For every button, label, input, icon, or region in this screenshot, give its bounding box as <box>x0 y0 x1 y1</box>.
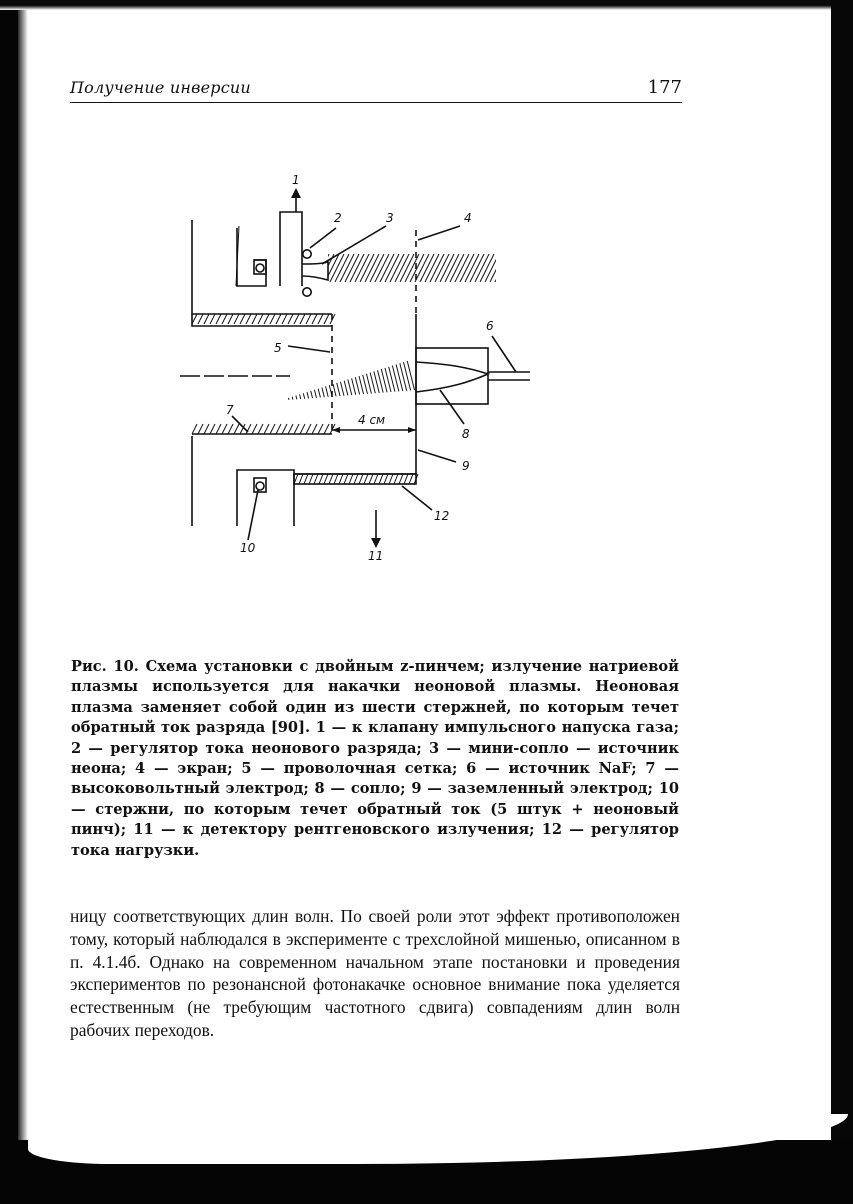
leader-6 <box>492 336 516 372</box>
dimension-label: 4 см <box>358 413 386 427</box>
hatch-upper-electrode <box>192 314 335 324</box>
regulator-2-upper <box>303 250 311 258</box>
label-7: 7 <box>226 403 234 417</box>
mini-nozzle <box>302 262 328 280</box>
dimension-arrow-right <box>408 427 416 433</box>
leader-9 <box>418 450 456 462</box>
leader-7 <box>232 416 248 432</box>
caption-head: Рис. 10. <box>71 658 139 675</box>
label-12: 12 <box>434 509 450 523</box>
rod-10 <box>256 482 264 490</box>
regulator-2-lower <box>303 288 311 296</box>
hatch-lower-electrode <box>192 424 335 434</box>
label-10: 10 <box>240 541 256 555</box>
scan-edge-left-shadow <box>18 0 28 1204</box>
rod-10-upper <box>256 264 264 272</box>
leader-5 <box>288 346 330 352</box>
body-paragraph: ницу соответствующих длин волн. По своей роли этот эффект противоположен тому, который наблюдался в эксперименте с трехслойной мишенью, описанном в п. 4.1.4б. Однако на современном начальном этапе постановки и проведения экспериментов по резонансной фотонакачке основное внимание пока уделяется естественным (не требующим частотного сдвига) совпадениям длин волн рабочих переходов. <box>70 906 680 1040</box>
label-8: 8 <box>462 427 470 441</box>
scan-edge-right <box>831 0 853 1204</box>
leader-2 <box>310 228 336 248</box>
figure-labels <box>226 173 494 563</box>
arrow-1-head <box>291 188 301 198</box>
diagram-lines <box>180 196 530 542</box>
caption-text: Схема установки с двойным z-пинчем; излучение натриевой плазмы используется для накачки неоновой плазмы. Неоновая плазма заменяет собой один из шести стержней, по которым течет обратный ток разряда [90]. 1 — к клапану импульсного напуска газа; 2 — регулятор тока неонового разряда; 3 — мини-сопло — источник неона; 4 — экран; 5 — проволочная сетка; 6 — источник NaF; 7 — высоковольтный электрод; 8 — сопло; 9 — заземленный электрод; 10 — стержни, по которым течет обратный ток (5 штук + неоновый пинч); 11 — к детектору рентгеновского излучения; 12 — регулятор тока нагрузки. <box>71 658 679 859</box>
leader-8 <box>440 390 464 424</box>
valve-tube <box>280 212 302 286</box>
nozzle-8 <box>416 362 488 392</box>
figure-caption <box>71 657 679 861</box>
label-2: 2 <box>334 211 342 225</box>
upper-housing-outline <box>192 220 332 314</box>
scan-edge-left <box>0 0 18 1204</box>
running-title: Получение инверсии <box>70 78 251 97</box>
label-5: 5 <box>274 341 282 355</box>
leader-10 <box>248 490 258 540</box>
leader-12 <box>402 486 432 510</box>
label-3: 3 <box>386 211 394 225</box>
leader-4 <box>418 226 460 240</box>
label-4: 4 <box>464 211 472 225</box>
page-number: 177 <box>647 77 682 98</box>
label-6: 6 <box>486 319 494 333</box>
running-head <box>70 77 682 103</box>
hatch-layer <box>192 226 514 484</box>
setup-diagram-svg <box>150 168 580 568</box>
arrow-11-head <box>371 538 381 548</box>
figure-setup-diagram <box>150 168 580 568</box>
hatch-regulator-12 <box>294 474 418 484</box>
upper-block-left <box>237 228 266 286</box>
label-9: 9 <box>462 459 470 473</box>
label-1: 1 <box>292 173 300 187</box>
scan-edge-top <box>0 0 853 10</box>
label-11: 11 <box>368 549 384 563</box>
nozzle-housing <box>416 348 488 404</box>
